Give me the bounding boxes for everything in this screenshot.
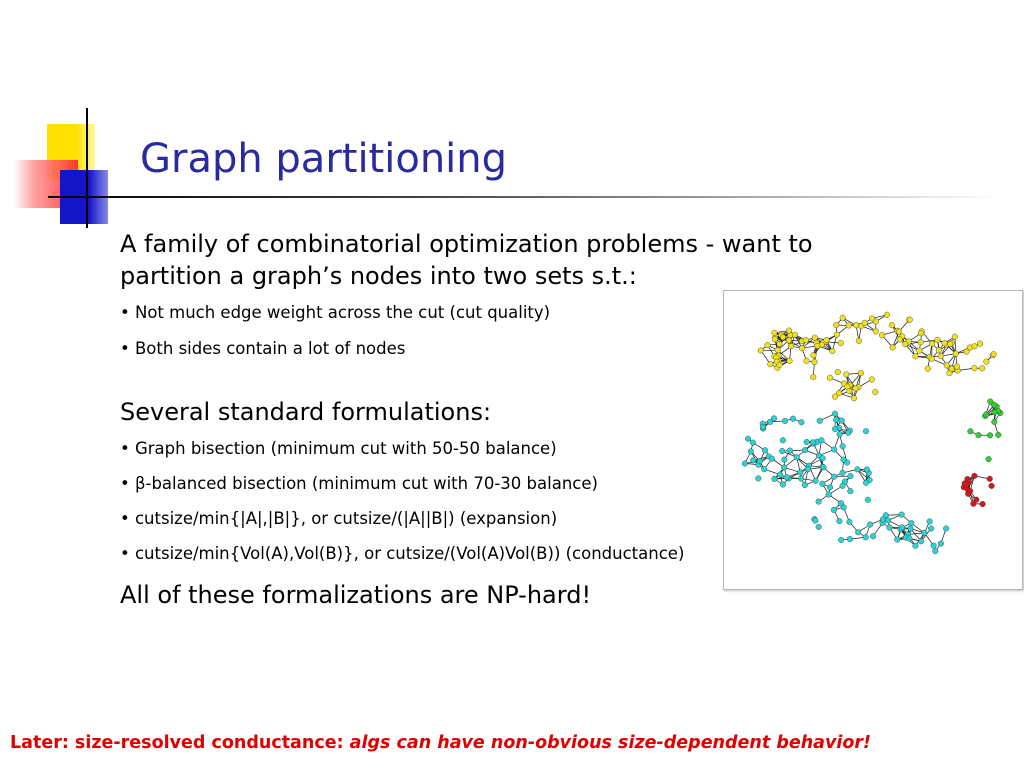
graph-node-cyan [787, 448, 793, 454]
graph-node-yellow [964, 349, 970, 355]
graph-node-cyan [769, 456, 775, 462]
graph-node-cyan [742, 461, 748, 467]
graph-node-red [980, 501, 986, 507]
slide-title: Graph partitioning [140, 136, 508, 182]
graph-node-cyan [931, 543, 937, 549]
graph-node-yellow [884, 312, 890, 318]
graph-node-cyan [932, 548, 938, 554]
graph-node-yellow [873, 329, 879, 335]
graph-node-cyan [767, 419, 773, 425]
graph-node-yellow [846, 388, 852, 394]
graph-node-yellow [869, 316, 875, 322]
graph-node-yellow [846, 323, 852, 329]
graph-node-yellow [890, 345, 896, 351]
formulation-conductance: • cutsize/min{Vol(A),Vol(B)}, or cutsize/(Vol(A)Vol(B)) (conductance) [120, 544, 685, 563]
graph-node-yellow [979, 365, 985, 371]
graph-node-green [991, 402, 997, 408]
graph-node-yellow [840, 315, 846, 321]
graph-node-red [971, 501, 977, 507]
graph-node-cyan [802, 447, 808, 453]
graph-node-yellow [938, 353, 944, 359]
graph-node-cyan [855, 467, 861, 473]
graph-node-cyan [899, 525, 905, 531]
graph-node-green [992, 409, 998, 415]
graph-node-cyan [784, 475, 790, 481]
graph-node-cyan [938, 541, 944, 547]
graph-node-cyan [757, 458, 763, 464]
graph-node-yellow [777, 341, 783, 347]
graph-node-yellow [812, 335, 818, 341]
graph-node-cyan [848, 488, 854, 494]
graph-node-cyan [841, 457, 847, 463]
graph-node-yellow [897, 337, 903, 343]
graph-node-yellow [786, 338, 792, 344]
graph-node-yellow [942, 340, 948, 346]
graph-node-cyan [927, 519, 933, 525]
np-hard-statement: All of these formalizations are NP-hard! [120, 581, 592, 609]
graph-node-yellow [972, 365, 978, 371]
graph-node-yellow [896, 329, 902, 335]
graph-node-cyan [820, 455, 826, 461]
graph-node-cyan [831, 447, 837, 453]
graph-node-red [972, 473, 978, 479]
graph-node-green [992, 419, 998, 425]
graph-node-cyan [880, 517, 886, 523]
graph-node-cyan [805, 466, 811, 472]
formulation-expansion: • cutsize/min{|A|,|B|}, or cutsize/(|A||B|) (expansion) [120, 509, 558, 528]
graph-node-yellow [918, 339, 924, 345]
graph-node-yellow [851, 395, 857, 401]
graph-node-cyan [802, 482, 808, 488]
network-graph-svg [724, 291, 1022, 589]
graph-node-cyan [863, 480, 869, 486]
graph-node-yellow [853, 322, 859, 328]
graph-node-yellow [803, 337, 809, 343]
graph-node-cyan [928, 526, 934, 532]
graph-node-cyan [899, 512, 905, 518]
graph-node-yellow [853, 386, 859, 392]
graph-node-yellow [758, 348, 764, 354]
graph-node-cyan [799, 419, 805, 425]
footer-emphasis: algs can have non-obvious size-dependent behavior! [349, 733, 872, 753]
bullet-cut-quality: • Not much edge weight across the cut (cut quality) [120, 303, 551, 322]
graph-node-cyan [779, 448, 785, 454]
graph-node-cyan [855, 529, 861, 535]
graph-node-yellow [827, 375, 833, 381]
graph-node-cyan [816, 499, 822, 505]
title-underline [48, 196, 998, 198]
graph-node-yellow [772, 336, 778, 342]
graph-node-cyan [794, 454, 800, 460]
network-graph-image [723, 290, 1023, 590]
graph-node-yellow [772, 330, 778, 336]
graph-node-cyan [895, 537, 901, 543]
graph-node-green [987, 433, 993, 439]
graph-node-cyan [837, 518, 843, 524]
graph-node-yellow [889, 322, 895, 328]
graph-node-yellow [991, 351, 997, 357]
graph-node-yellow [862, 320, 868, 326]
graph-node-cyan [772, 476, 778, 482]
graph-node-cyan [839, 418, 845, 424]
graph-node-green [984, 412, 990, 418]
graph-node-cyan [909, 520, 915, 526]
graph-node-cyan [760, 424, 766, 430]
graph-node-yellow [786, 328, 792, 334]
graph-node-cyan [780, 437, 786, 443]
graph-node-cyan [790, 416, 796, 422]
graph-node-cyan [832, 411, 838, 417]
decor-vertical-line [86, 108, 88, 228]
graph-node-cyan [831, 474, 837, 480]
graph-node-yellow [804, 358, 810, 364]
graph-node-cyan [863, 428, 869, 434]
graph-node-cyan [943, 526, 949, 532]
graph-node-cyan [819, 438, 825, 444]
graph-node-yellow [768, 361, 774, 367]
graph-node-yellow [952, 334, 958, 340]
graph-node-cyan [833, 417, 839, 423]
footer-prefix: Later: size-resolved conductance: [10, 733, 350, 753]
graph-node-cyan [918, 538, 924, 544]
graph-node-yellow [836, 390, 842, 396]
graph-node-cyan [750, 457, 756, 463]
graph-node-yellow [765, 342, 771, 348]
graph-node-cyan [847, 536, 853, 542]
graph-node-cyan [820, 481, 826, 487]
graph-node-cyan [826, 492, 832, 498]
graph-node-yellow [917, 348, 923, 354]
graph-node-yellow [792, 332, 798, 338]
graph-node-cyan [804, 439, 810, 445]
graph-node-yellow [947, 341, 953, 347]
graph-node-yellow [954, 364, 960, 370]
graph-node-cyan [838, 537, 844, 543]
graph-node-cyan [831, 507, 837, 513]
bullet-balance: • Both sides contain a lot of nodes [120, 339, 406, 358]
graph-node-cyan [885, 518, 891, 524]
graph-node-cyan [870, 533, 876, 539]
graph-node-cyan [810, 440, 816, 446]
graph-node-cyan [864, 467, 870, 473]
graph-node-green [976, 432, 982, 438]
graph-node-yellow [929, 341, 935, 347]
graph-node-cyan [907, 536, 913, 542]
graph-node-yellow [944, 363, 950, 369]
graph-node-cyan [748, 449, 754, 455]
graph-node-yellow [977, 341, 983, 347]
graph-node-yellow [902, 341, 908, 347]
graph-node-cyan [813, 518, 819, 524]
graph-node-cyan [797, 470, 803, 476]
graph-node-cyan [817, 418, 823, 424]
graph-node-cyan [845, 430, 851, 436]
graph-node-cyan [782, 418, 788, 424]
graph-node-red [987, 476, 993, 482]
graph-node-yellow [811, 352, 817, 358]
graph-node-cyan [745, 436, 751, 442]
graph-node-yellow [972, 343, 978, 349]
graph-node-cyan [913, 543, 919, 549]
graph-node-cyan [837, 431, 843, 437]
graph-node-cyan [782, 457, 788, 463]
graph-node-cyan [781, 465, 787, 471]
graph-node-cyan [863, 534, 869, 540]
graph-node-yellow [833, 322, 839, 328]
graph-node-cyan [848, 473, 854, 479]
graph-node-yellow [925, 366, 931, 372]
graph-node-yellow [838, 340, 844, 346]
graph-node-yellow [835, 369, 841, 375]
graph-node-cyan [840, 483, 846, 489]
graph-node-cyan [847, 519, 853, 525]
graph-node-yellow [834, 332, 840, 338]
graph-node-yellow [780, 334, 786, 340]
graph-node-cyan [761, 466, 767, 472]
graph-node-cyan [777, 472, 783, 478]
footer-note [10, 733, 871, 753]
intro-text: A family of combinatorial optimization problems - want to partition a graph’s nodes into two sets s.t.: [120, 230, 813, 290]
graph-node-yellow [812, 359, 818, 365]
graph-edges [745, 315, 1000, 551]
graph-node-yellow [775, 347, 781, 353]
graph-node-yellow [907, 317, 913, 323]
graph-node-cyan [762, 448, 768, 454]
graph-node-cyan [865, 497, 871, 503]
graph-node-yellow [815, 343, 821, 349]
graph-node-yellow [777, 362, 783, 368]
graph-node-cyan [798, 476, 804, 482]
graph-node-cyan [867, 522, 873, 528]
graph-node-yellow [918, 330, 924, 336]
graph-node-yellow [953, 351, 959, 357]
graph-node-cyan [750, 440, 756, 446]
graph-node-green [968, 428, 974, 434]
graph-node-yellow [984, 359, 990, 365]
graph-node-yellow [936, 347, 942, 353]
graph-node-green [995, 432, 1001, 438]
graph-node-cyan [816, 524, 822, 530]
graph-node-cyan [887, 525, 893, 531]
graph-node-yellow [873, 389, 879, 395]
graph-node-cyan [922, 530, 928, 536]
graph-node-yellow [856, 338, 862, 344]
graph-node-red [967, 488, 973, 494]
graph-node-yellow [869, 377, 875, 383]
graph-node-cyan [780, 482, 786, 488]
graph-node-red [963, 482, 969, 488]
graph-node-cyan [840, 470, 846, 476]
graph-node-cyan [908, 526, 914, 532]
graph-node-yellow [810, 374, 816, 380]
graph-node-yellow [824, 337, 830, 343]
graph-node-cyan [821, 464, 827, 470]
graph-node-yellow [949, 366, 955, 372]
graph-node-yellow [935, 337, 941, 343]
graph-node-cyan [813, 478, 819, 484]
formulations-heading: Several standard formulations: [120, 398, 492, 426]
graph-node-cyan [840, 443, 846, 449]
graph-node-yellow [879, 332, 885, 338]
graph-node-yellow [858, 370, 864, 376]
graph-node-cyan [756, 476, 762, 482]
graph-nodes [742, 312, 1003, 554]
graph-node-yellow [844, 372, 850, 378]
graph-node-yellow [913, 353, 919, 359]
graph-node-green [986, 456, 992, 462]
graph-node-yellow [787, 358, 793, 364]
formulation-bisection: • Graph bisection (minimum cut with 50-50 balance) [120, 439, 557, 458]
graph-node-cyan [832, 426, 838, 432]
formulation-beta-balanced: • β-balanced bisection (minimum cut with 70-30 balance) [120, 474, 598, 493]
graph-node-yellow [788, 343, 794, 349]
graph-node-cyan [827, 485, 833, 491]
graph-node-yellow [799, 345, 805, 351]
graph-node-yellow [929, 356, 935, 362]
graph-node-red [989, 483, 995, 489]
graph-node-cyan [838, 500, 844, 506]
graph-node-yellow [830, 348, 836, 354]
